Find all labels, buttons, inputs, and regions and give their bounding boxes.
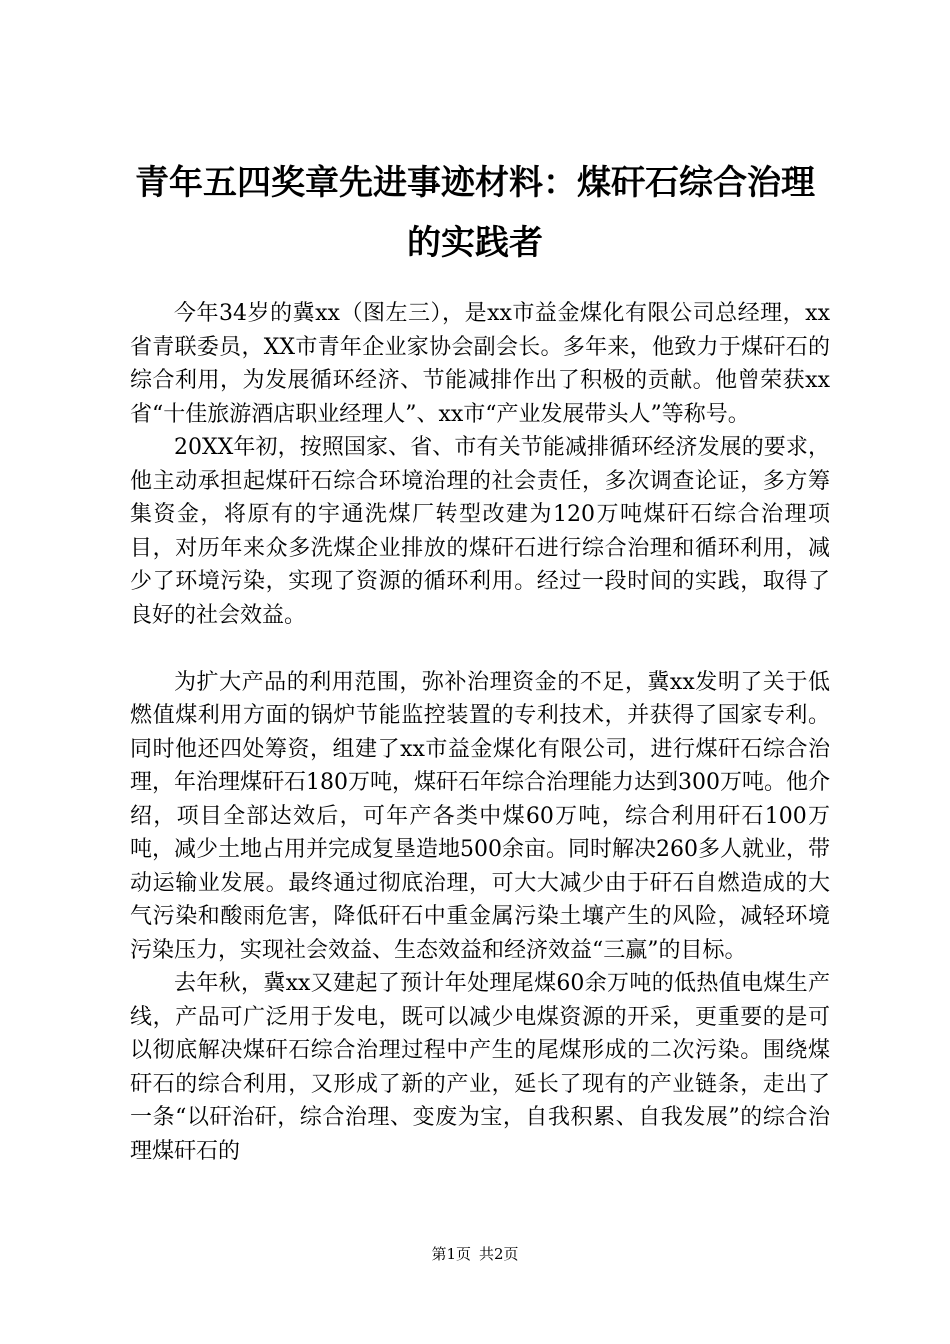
page-number: 第1页: [431, 1245, 471, 1263]
document-title-line-2: 的实践者: [407, 223, 543, 263]
paragraph-4: 去年秋，冀xx又建起了预计年处理尾煤60余万吨的低热值电煤生产线，产品可广泛用于发电，既可以减少电煤资源的开采，更重要的是可以彻底解决煤矸石综合治理过程中产生的尾煤形成的二次污染。围绕煤矸石的综合利用，又形成了新的产业，延长了现有的产业链条，走出了一条“以矸治矸，综合治理、变废为宝，自我积累、自我发展”的综合治理煤矸石的: [130, 971, 830, 1164]
document-title-line-1: 青年五四奖章先进事迹材料：煤矸石综合治理: [135, 163, 815, 203]
page-footer: [0, 1243, 950, 1264]
paragraph-2: 20XX年初，按照国家、省、市有关节能减排循环经济发展的要求，他主动承担起煤矸石综合环境治理的社会责任，多次调查论证，多方筹集资金，将原有的宇通洗煤厂转型改建为120万吨煤矸石综合治理项目，对历年来众多洗煤企业排放的煤矸石进行综合治理和循环利用，减少了环境污染，实现了资源的循环利用。经过一段时间的实践，取得了良好的社会效益。: [130, 435, 830, 628]
paragraph-3: 为扩大产品的利用范围，弥补治理资金的不足，冀xx发明了关于低燃值煤利用方面的锅炉节能监控装置的专利技术，并获得了国家专利。同时他还四处筹资，组建了xx市益金煤化有限公司，进行煤矸石综合治理，年治理煤矸石180万吨，煤矸石年综合治理能力达到300万吨。他介绍，项目全部达效后，可年产各类中煤60万吨，综合利用矸石100万吨，减少土地占用并完成复垦造地500余亩。同时解决260多人就业，带动运输业发展。最终通过彻底治理，可大大减少由于矸石自燃造成的大气污染和酸雨危害，降低矸石中重金属污染土壤产生的风险，减轻环境污染压力，实现社会效益、生态效益和经济效益“三赢”的目标。: [130, 669, 830, 963]
paragraph-1: 今年34岁的冀xx（图左三），是xx市益金煤化有限公司总经理，xx省青联委员，XX市青年企业家协会副会长。多年来，他致力于煤矸石的综合利用，为发展循环经济、节能减排作出了积极的贡献。他曾荣获xx省“十佳旅游酒店职业经理人”、xx市“产业发展带头人”等称号。: [130, 301, 830, 427]
document-body: [130, 297, 830, 1168]
page-total: 共2页: [479, 1245, 519, 1263]
